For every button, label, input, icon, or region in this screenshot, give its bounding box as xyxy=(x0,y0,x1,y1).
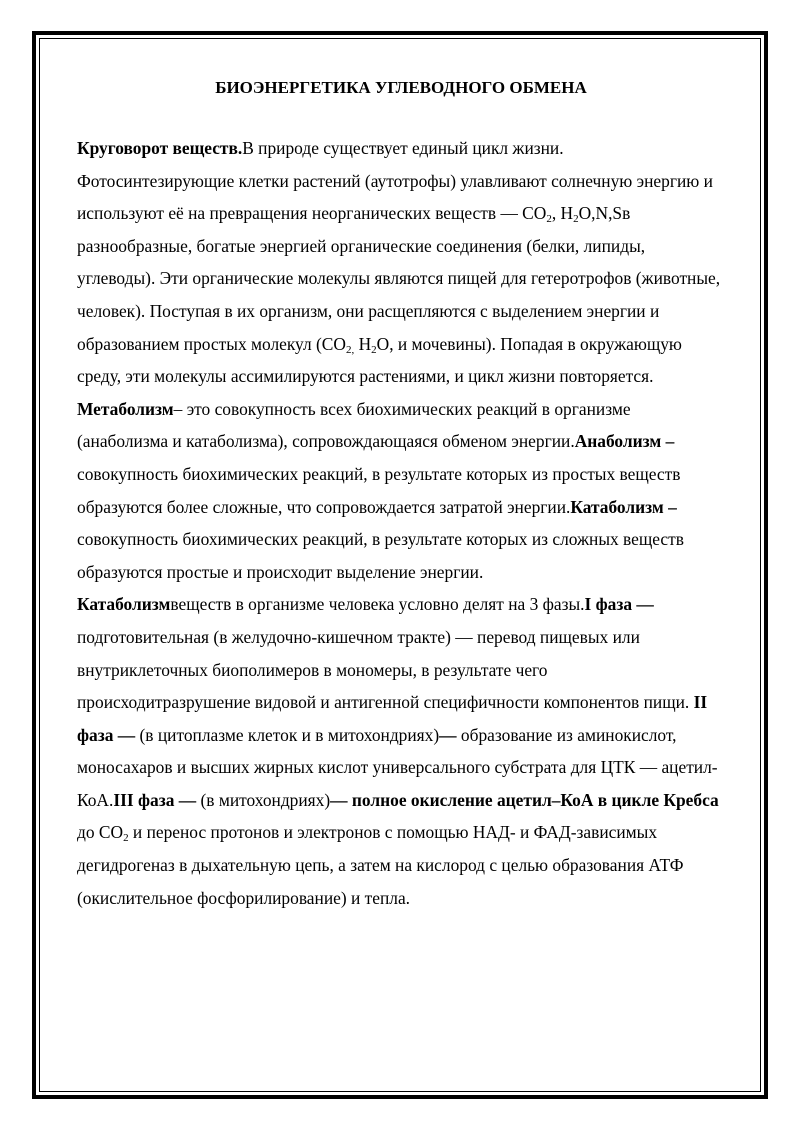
document-body xyxy=(77,72,725,914)
term-anabolism: Анаболизм – xyxy=(574,431,675,452)
term-metabolism: Метаболизм xyxy=(77,398,174,419)
term-full-oxidation: — полное окисление ацетил–КоА в цикле Кребса xyxy=(330,789,719,810)
paragraph-catabolism-phases: Катаболизмвеществ в организме человека условно делят на 3 фазы.I фаза — подготовительная (в желудочно-кишечном тракте) — перевод пищевых или внутриклеточных биополимеров в мономеры, в результате чего происходитразрушение видовой и антигенной специфичности компонентов пищи. II фаза — (в цитоплазме клеток и в митохондриях)— образование из аминокислот, моносахаров и высших жирных кислот универсального субстрата для ЦТК — ацетил-КоА.III фаза — (в митохондриях)— полное окисление ацетил–КоА в цикле Кребса до $СО_2$ и перенос протонов и электронов с помощью НАД- и ФАД-зависимых дегидрогеназ в дыхательную цепь, а затем на кислород с целью образования АТФ (окислительное фосфорилирование) и тепла. xyxy=(77,594,719,908)
term-phase-3: III фаза — xyxy=(113,789,197,810)
term-substance-cycle: Круговорот веществ. xyxy=(77,138,243,158)
term-phase-2: II фаза — xyxy=(77,692,708,745)
term-catabolism-2: Катаболизм xyxy=(77,594,171,615)
term-catabolism: Катаболизм – xyxy=(570,496,677,517)
paragraph-metabolism: Метаболизм– это совокупность всех биохимических реакций в организме (анаболизма и катаболизма), сопровождающаяся обменом энергии.Анаболизм – совокупность биохимических реакций, в результате которых из простых веществ образуются более сложные, что сопровождается затратой энергии.Катаболизм – совокупность биохимических реакций, в результате которых из сложных веществ образуются простые и происходит выделение энергии. xyxy=(77,398,684,582)
document-title: БИОЭНЕРГЕТИКА УГЛЕВОДНОГО ОБМЕНА xyxy=(215,78,587,97)
paragraph-substance-cycle: Круговорот веществ.В природе существует единый цикл жизни. Фотосинтезирующие клетки растений (аутотрофы) улавливают солнечную энергию и используют её на превращения неорганических веществ — $СО_2$, $Н_2О,N,Sв$ разнообразные, богатые энергией органические соединения (белки, липиды, углеводы). Эти органические молекулы являются пищей для гетеротрофов (животные, человек). Поступая в их организм, они расщепляются с выделением энергии и образованием простых молекул ($СО_{2,}$ $Н_2О$, и мочевины). Попадая в окружающую среду, эти молекулы ассимилируются растениями, и цикл жизни повторяется. xyxy=(77,138,721,387)
term-phase-1: I фаза — xyxy=(584,594,654,615)
